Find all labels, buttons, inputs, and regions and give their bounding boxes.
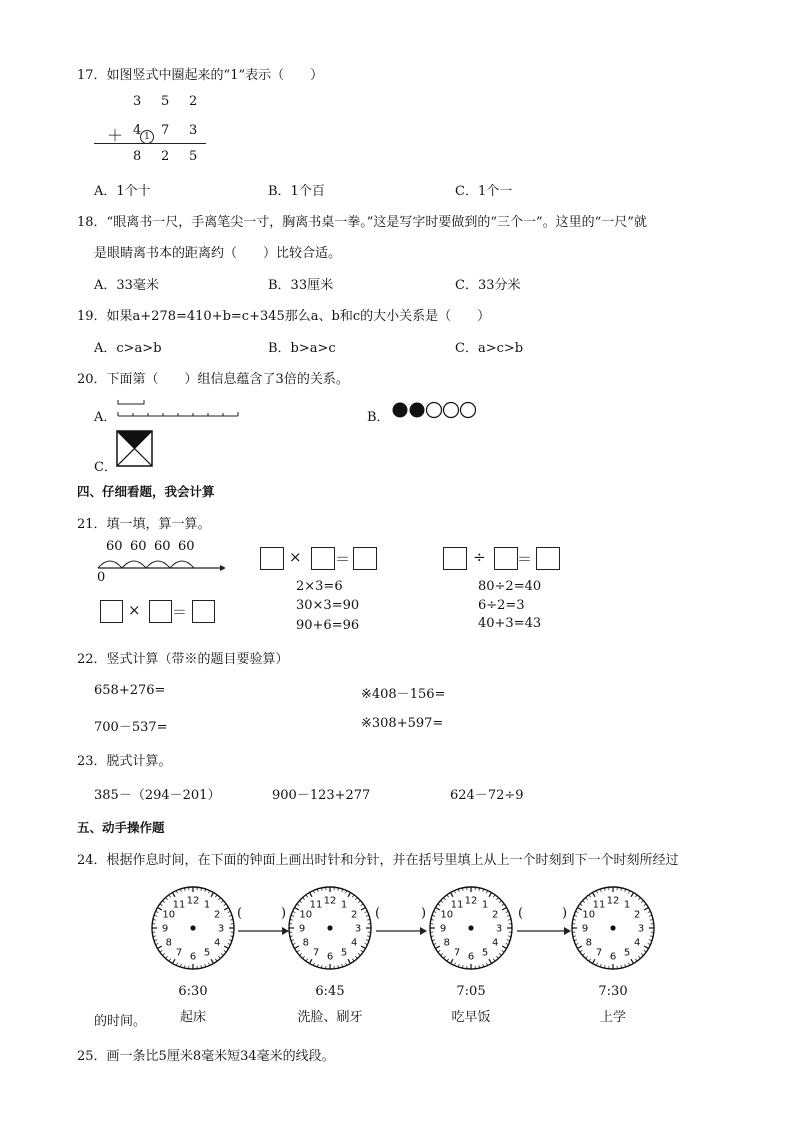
question-20: 20．下面第（ ）组信息蕴含了3倍的关系。 xyxy=(77,372,349,387)
time-label: 6:45 xyxy=(315,984,345,999)
equation: 40+3=43 xyxy=(478,616,542,631)
clock-numeral: 11 xyxy=(172,899,186,911)
clock-numeral: 9 xyxy=(161,923,169,935)
equation: 30×3=90 xyxy=(296,598,360,613)
answer-box[interactable] xyxy=(443,547,467,570)
activity-label: 上学 xyxy=(599,1010,626,1025)
clock-numeral: 3 xyxy=(637,923,645,935)
clock-numeral: 7 xyxy=(312,947,320,959)
option-a[interactable]: A．33毫米 xyxy=(94,278,159,293)
clock-numeral: 1 xyxy=(203,899,211,911)
option-a[interactable]: A．c>a>b xyxy=(94,341,162,356)
clock-numeral: 5 xyxy=(203,947,211,959)
clock-numeral: 5 xyxy=(481,947,489,959)
question-24-line2: 的时间。 xyxy=(94,1014,147,1029)
question-24-line1: 24．根据作息时间，在下面的钟面上画出时针和分针，并在括号里填上从上一个时刻到下一个时刻所经过 xyxy=(77,853,679,868)
times-sign: × xyxy=(289,548,302,566)
answer-box[interactable] xyxy=(311,547,335,570)
digit: 8 xyxy=(133,149,142,164)
arrow-icon xyxy=(517,925,572,937)
clock-numeral: 3 xyxy=(495,923,503,935)
clock-numeral: 6 xyxy=(467,951,475,963)
digit: 4 xyxy=(133,123,142,138)
digit: 5 xyxy=(161,94,170,109)
clock-numeral: 9 xyxy=(439,923,447,935)
clock-center-dot xyxy=(327,925,332,930)
arc-label: 60 xyxy=(154,539,171,554)
paren-close: ) xyxy=(281,906,287,921)
option-b[interactable]: B．1个百 xyxy=(268,184,325,199)
clock-center-dot xyxy=(610,925,615,930)
calc-item: 900－123+277 xyxy=(272,788,371,803)
clock-numeral: 4 xyxy=(214,937,221,949)
clock-center-dot xyxy=(190,925,195,930)
time-label: 7:05 xyxy=(456,984,486,999)
digit: 3 xyxy=(189,123,198,138)
clock-numeral: 2 xyxy=(492,909,499,921)
option-c[interactable]: C．1个一 xyxy=(455,184,513,199)
zero-label: 0 xyxy=(97,570,106,585)
question-22: 22．竖式计算（带※的题目要验算） xyxy=(77,652,289,667)
option-b[interactable]: B．b>a>c xyxy=(268,341,336,356)
equals-sign: ＝ xyxy=(335,550,351,568)
equals-sign: ＝ xyxy=(517,550,533,568)
clock-numeral: 8 xyxy=(165,937,172,949)
question-18-line2: 是眼睛离书本的距离约（ ）比较合适。 xyxy=(94,246,342,261)
calc-item: ※308+597= xyxy=(361,716,444,731)
equation: 90+6=96 xyxy=(296,618,360,633)
answer-box[interactable] xyxy=(536,547,560,570)
paren-close: ) xyxy=(421,906,427,921)
option-c-label[interactable]: C． xyxy=(94,460,117,475)
calc-item: 385－（294－201） xyxy=(94,788,221,803)
answer-box[interactable] xyxy=(192,600,215,623)
answer-box[interactable] xyxy=(494,547,518,570)
sum-line xyxy=(94,143,206,144)
clock-numeral: 5 xyxy=(340,947,348,959)
clock-numeral: 12 xyxy=(323,895,337,907)
arrow-icon xyxy=(376,925,428,937)
calc-item: 624－72÷9 xyxy=(450,788,524,803)
answer-box[interactable] xyxy=(260,547,284,570)
clock-numeral: 8 xyxy=(585,937,592,949)
clock-numeral: 7 xyxy=(175,947,183,959)
square-diagram xyxy=(116,430,154,468)
times-sign: × xyxy=(128,601,141,619)
clock-center-dot xyxy=(468,925,473,930)
segment-diagram xyxy=(114,396,242,420)
option-c[interactable]: C．33分米 xyxy=(455,278,521,293)
section-heading-4: 四、仔细看题，我会计算 xyxy=(77,484,215,499)
equation: 80÷2=40 xyxy=(478,579,542,594)
paren-open: ( xyxy=(237,906,243,921)
plus-sign: ＋ xyxy=(107,126,124,145)
clock-face-2[interactable] xyxy=(287,885,373,971)
option-b[interactable]: B．33厘米 xyxy=(268,278,334,293)
time-label: 6:30 xyxy=(178,984,208,999)
clock-numeral: 12 xyxy=(606,895,620,907)
clock-numeral: 2 xyxy=(634,909,641,921)
question-23: 23．脱式计算。 xyxy=(77,754,172,769)
option-c[interactable]: C．a>c>b xyxy=(455,341,524,356)
arc-label: 60 xyxy=(178,539,195,554)
divide-sign: ÷ xyxy=(473,548,486,566)
clock-numeral: 12 xyxy=(464,895,478,907)
arc-label: 60 xyxy=(130,539,147,554)
digit: 5 xyxy=(189,149,198,164)
equals-sign: ＝ xyxy=(172,603,188,621)
clock-face-1[interactable] xyxy=(150,885,236,971)
clock-numeral: 10 xyxy=(440,909,454,921)
clock-numeral: 9 xyxy=(298,923,306,935)
calc-item: ※408－156= xyxy=(361,687,446,702)
clock-numeral: 5 xyxy=(623,947,631,959)
question-19: 19．如果a+278=410+b=c+345那么a、b和c的大小关系是（ ） xyxy=(77,309,491,324)
clock-numeral: 2 xyxy=(351,909,358,921)
clock-numeral: 11 xyxy=(592,899,606,911)
circles-diagram xyxy=(391,401,483,419)
clock-numeral: 1 xyxy=(481,899,489,911)
question-18-line1: 18．“眼离书一尺，手离笔尖一寸，胸离书桌一拳。”这是写字时要做到的“三个一”。这里的“一尺”就 xyxy=(77,215,647,230)
equation: 2×3=6 xyxy=(296,579,343,594)
section-heading-5: 五、动手操作题 xyxy=(77,820,165,835)
clock-numeral: 4 xyxy=(634,937,641,949)
paren-open: ( xyxy=(518,906,524,921)
option-b-label[interactable]: B． xyxy=(367,410,390,425)
digit: 2 xyxy=(189,94,198,109)
filled-circle xyxy=(393,403,408,418)
calc-item: 700－537= xyxy=(94,720,168,735)
clock-numeral: 3 xyxy=(217,923,225,935)
clock-face-3[interactable] xyxy=(428,885,514,971)
paren-close: ) xyxy=(562,906,568,921)
clock-numeral: 8 xyxy=(443,937,450,949)
clock-numeral: 7 xyxy=(595,947,603,959)
clock-numeral: 4 xyxy=(492,937,499,949)
clock-numeral: 6 xyxy=(609,951,617,963)
activity-label: 起床 xyxy=(179,1010,206,1025)
clock-numeral: 10 xyxy=(582,909,596,921)
clock-numeral: 3 xyxy=(354,923,362,935)
empty-circle xyxy=(427,403,442,418)
clock-numeral: 1 xyxy=(340,899,348,911)
digit: 3 xyxy=(133,94,142,109)
clock-numeral: 4 xyxy=(351,937,358,949)
answer-box[interactable] xyxy=(100,600,123,623)
circled-carry-digit: 1 xyxy=(140,130,154,144)
arc-label: 60 xyxy=(106,539,123,554)
clock-numeral: 10 xyxy=(299,909,313,921)
equation: 6÷2=3 xyxy=(478,598,525,613)
option-a[interactable]: A．1个十 xyxy=(94,184,151,199)
time-label: 7:30 xyxy=(598,984,628,999)
answer-box[interactable] xyxy=(149,600,172,623)
activity-label: 洗脸、刷牙 xyxy=(297,1010,363,1025)
clock-numeral: 12 xyxy=(186,895,200,907)
clock-numeral: 8 xyxy=(302,937,309,949)
digit: 7 xyxy=(161,123,170,138)
filled-circle xyxy=(410,403,425,418)
digit: 2 xyxy=(161,149,170,164)
empty-circle xyxy=(461,403,476,418)
question-21: 21．填一填，算一算。 xyxy=(77,517,211,532)
arrow-icon xyxy=(238,925,290,937)
clock-face-4[interactable] xyxy=(570,885,656,971)
answer-box[interactable] xyxy=(353,547,377,570)
option-a-label[interactable]: A． xyxy=(94,410,117,425)
calc-item: 658+276= xyxy=(94,683,166,698)
question-17: 17．如图竖式中圈起来的“1”表示（ ） xyxy=(77,68,324,83)
empty-circle xyxy=(444,403,459,418)
clock-numeral: 10 xyxy=(162,909,176,921)
clock-numeral: 11 xyxy=(309,899,323,911)
clock-numeral: 2 xyxy=(214,909,221,921)
question-25: 25．画一条比5厘米8毫米短34毫米的线段。 xyxy=(77,1049,335,1064)
clock-numeral: 6 xyxy=(189,951,197,963)
clock-numeral: 11 xyxy=(450,899,464,911)
paren-open: ( xyxy=(375,906,381,921)
clock-numeral: 6 xyxy=(326,951,334,963)
clock-numeral: 9 xyxy=(581,923,589,935)
clock-numeral: 1 xyxy=(623,899,631,911)
activity-label: 吃早饭 xyxy=(451,1010,491,1025)
clock-numeral: 7 xyxy=(453,947,461,959)
